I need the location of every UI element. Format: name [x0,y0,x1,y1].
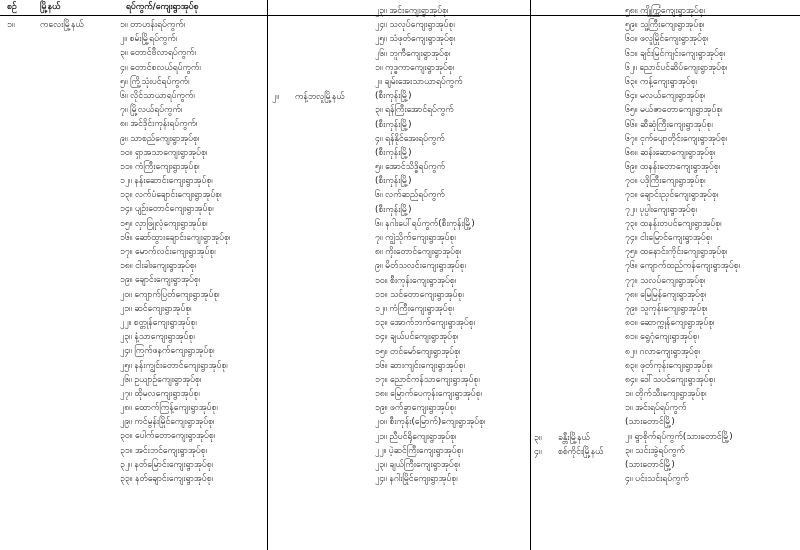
list-item: ၂၂။ ပဲ့ဆင်ကြီးကျေးရွာအုပ်စု၊ [375,445,463,456]
list-item: ၂၅။ နန်းကျွင်းတောင်ကျေးရွာအုပ်စု၊ [120,360,228,371]
list-item: ၂၆။ ဘူကီကျေးရွာအုပ်စု၊ [375,48,451,59]
list-item: ၈၂။ ဂလာကျေးရွာအုပ်စု၊ [625,346,701,357]
list-item: ၆၀။ ဖလူမြိုင်ကျေးရွာအုပ်စု၊ [625,34,709,45]
list-item: ၇၇။ သလပ်ကျေးရွာအုပ်စု၊ [625,275,706,286]
list-item: ၂၁။ ညီပင်ရိုကျေးရွာအုပ်စု၊ [375,431,457,442]
list-item: ၁၃။ အောက်ဘက်ကျေးရွာအုပ်စု၊ [375,318,475,329]
list-item: ၂။ စမ်းမြို့ရပ်ကွက်၊ [120,34,178,45]
list-item: ၁၉။ ဖက်ခွာကျေးရွာအုပ်စု၊ [375,403,456,414]
ward-list-column-1 [120,18,230,486]
list-item: ၁၁။ သင်တောကျေးရွာအုပ်စု၊ [375,289,464,300]
ward-list-column-2 [375,4,485,486]
list-item: ၁၇။ ညောင်ကန်သာကျေးရွာအုပ်စု၊ [375,374,480,385]
list-item: ၇၉။ သူကုန်းကျေးရွာအုပ်စု၊ [625,303,708,314]
list-item: ၈။ ကိုးတောင်ကျေးရွာအုပ်စု၊ [375,247,462,258]
header-ward-village: ရပ်ကွက်/ကျေးရွာအုပ်စု [126,2,199,12]
list-item: ၈၃။ ဖုတ်ကုန်းကျေးရွာအုပ်စု၊ [625,360,713,371]
list-item: ၃။ သင်းအွဲရပ်ကွက် [625,445,685,456]
group-township: ကလေးမြို့နယ် [40,20,84,30]
list-item: ၇။ မြို့လယ်ရပ်ကွက်၊ [120,105,183,116]
list-item: ၆၉။ ထနန်းတောကျေးရွာအုပ်စု၊ [625,162,721,173]
list-item: ၄။ ပင်းသင်းရပ်ကွက် [625,474,689,485]
list-item: ၂၃။ နံ့သာကျေးရွာအုပ်စု၊ [120,332,195,343]
list-item: ၈။ အင်ဒိုင်းကုန်းရပ်ကွက်၊ [120,119,198,130]
list-item: ၆။ နဂါးပေါ်ရပ်ကွက်(စီးကုန်းမြို့) [375,218,475,229]
list-item: ၆၁။ ချင်းမြင်ကျင်းကျေးရွာအုပ်စု၊ [625,48,726,59]
list-item: (သားတောင်မြို့) [625,460,675,470]
list-item: (စီးကုန်းမြို့) [375,91,412,102]
list-item: ၁၅။ လှာဖြူလုံကျေးရွာအုပ်စု၊ [120,218,208,229]
list-item: ၂၄။ ကြက်ဖနက်ကျေးရွာအုပ်စု၊ [120,346,215,357]
list-item: ၁။ တာဟန်းရပ်ကွက်၊ [120,20,186,30]
group-township: စစ်ကိုင်းမြို့နယ် [558,447,604,457]
list-item: ၂၃။ ချယ်ကြီးကျေးရွာအုပ်စု၊ [375,460,461,470]
list-item: ၁၅။ တင်မော်ကျေးရွာအုပ်စု၊ [375,346,461,357]
list-item: ၂၂။ စတ္တုန်ကျေးရွာအုပ်စု၊ [120,317,197,328]
list-item: ၆၂။ ညောင်ပင်ဆိပ်ကျေးရွာအုပ်စု၊ [625,62,728,73]
list-item: ၆၇။ ငုက်ပျောတိုင်းကျေးရွာအုပ်စု၊ [625,133,728,144]
list-item: ၁၁။ ကံကြီးကျေးရွာအုပ်စု၊ [120,161,200,172]
group-township: ကန့်ဘလူမြို့နယ် [295,92,345,102]
list-item: ၇၁။ ချောင်းညှင်ကျေးရွာအုပ်စု၊ [625,190,719,201]
list-item: ၇၈။ မြေမြန်ကျေးရွာအုပ်စု၊ [625,289,707,300]
group-number: ၃။ [534,433,542,443]
list-item: (သားတောင်မြို့) [625,417,675,428]
column-divider-2 [530,0,531,550]
list-item: ၁။ အင်းရပ်ရပ်ကွက် [625,403,687,414]
list-item: ၁၃။ လက်ပံချောင်းကျေးရွာအုပ်စု၊ [120,190,222,201]
list-item: ၇၄။ ငါးမြောင်ကျေးရွာအုပ်စု၊ [625,233,712,243]
list-item: ၁၇။ မောက်လင်းကျေးရွာအုပ်စု၊ [120,247,216,257]
list-item: ၅။ အောင်သိဒ္ဓိရပ်ကွက် [375,162,446,173]
list-item: ၂၇။ ထိုမလကျေးရွာအုပ်စု၊ [120,388,200,399]
list-item: ၇၂။ ပုပ္ပါးကျေးရွာအုပ်စု၊ [625,204,697,215]
list-item: ၂၈။ ထောက်ကြန့်ကျေးရွာအုပ်စု၊ [120,403,218,414]
list-item: ၆၄။ မလယ်ကျေးရွာအုပ်စု၊ [625,91,706,102]
column-divider-1 [267,0,268,550]
list-item: ၂၀။ စီးကုန်း(မြောက်)ကျေးရွာအုပ်စု၊ [375,417,486,428]
list-item: ၇။ ကျွဲသိုက်ကျေးရွာအုပ်စု၊ [375,233,456,243]
list-item: ၅၈။ ကျိုက္ကြံကျေးရွာအုပ်စု၊ [625,6,706,16]
group-number: ၄။ [534,447,542,457]
list-item: ၇၆။ ကျောက်ထည်ကန်ကျေးရွာအုပ်စု၊ [625,261,740,272]
list-item: ၂၄။ သလုပ်ကျေးရွာအုပ်စု၊ [375,20,455,31]
list-item: ၁၆။ ဆားကျင်းကျေးရွာအုပ်စု၊ [375,360,465,371]
header-serial: စဉ် [7,2,17,12]
list-item: ၂။ ရွာစိုက်ရပ်ကွက်(သားတောင်မြို့) [625,431,733,442]
list-item: (စီးကုန်းမြို့) [375,204,412,215]
list-item: ၆၆။ ဆီဆုံကြီးကျေးရွာအုပ်စု၊ [625,119,713,130]
list-item: ၈၀။ ဆောက္ကုန်ကျေးရွာအုပ်စု၊ [625,318,715,329]
list-item: ၁၂။ ကံကြီးကျေးရွာအုပ်စု၊ [375,303,454,314]
list-item: ၂၉။ ကင်မွန်းမြိုင်ကျေးရွာအုပ်စု၊ [120,417,215,428]
list-item: ၃၃။ နတ်ချောင်းကျေးရွာအုပ်စု၊ [120,474,213,484]
group-number: ၁။ [7,20,15,30]
list-item: ၇၀။ ပဒိုကြီးကျေးရွာအုပ်စု၊ [625,176,706,187]
list-item: ၁။ ကုဒ္ဓကာကျေးရွာအုပ်စု၊ [375,62,455,73]
list-item: ၆။ လိုင်သာယာရပ်ကွက်၊ [120,90,195,101]
list-item: ၂၀။ ကျောက်ပြတ်ကျေးရွာအုပ်စု၊ [120,289,220,300]
list-item: ၇၅။ ထနောင်းကိုင်းကျေးရွာအုပ်စု၊ [625,247,728,258]
list-item: ၅၉။ သူ့ကြီးကျေးရွာအုပ်စု၊ [625,20,705,31]
group-number: ၂။ [272,92,279,102]
list-item: ၄။ ရန်နိုင်အေးရပ်ကွက် [375,133,445,144]
list-item: ၂၁။ ဆင်ကျေးရွာအုပ်စု၊ [120,303,192,314]
list-item: ၈၄။ ဒေါ်သပင်ကျေးရွာအုပ်စု၊ [625,374,715,385]
ward-list-column-3 [625,4,740,486]
list-item: ၁၈။ ငါးခါးကျေးရွာအုပ်စု၊ [120,261,197,272]
list-item: ၂၃။ အင်းကျေးရွာအုပ်စု၊ [375,6,449,16]
list-item: ၃။ တောင်ဗီလာရပ်ကွက်၊ [120,48,197,59]
list-item: ၁၉။ ချောင်းကျေးရွာအုပ်စု၊ [120,275,201,286]
list-item: ၉။ သာစည်ကျေးရွာအုပ်စု၊ [120,133,200,144]
list-item: ၁။ တိုက်သီးကျေးရွာအုပ်စု၊ [625,389,707,400]
list-item: ၈၁။ ရွေဂုံကျေးရွာအုပ်စု၊ [625,332,699,343]
list-item: (စီးကုန်းမြို့) [375,147,412,158]
list-item: ၆။ လက်ဆည်ရပ်ကွက် [375,190,445,201]
list-item: ၁၀။ စီးကုန်းကျေးရွာအုပ်စု၊ [375,275,457,286]
list-item: ၆၅။ မယ်ဇာတောကျေးရွာအုပ်စု၊ [625,105,723,116]
list-item: ၅။ ကြို့သုံးပင်ရပ်ကွက်၊ [120,76,190,87]
list-item: ၄။ တောင်စလယ်ရပ်ကွက်၊ [120,62,201,73]
header-township: မြို့နယ် [40,2,61,12]
list-item: ၇၃။ ထနန်းတပင်ကျေးရွာအုပ်စု၊ [625,218,722,229]
list-item: ၉။ မိတ်သလင်းကျေးရွာအုပ်စု၊ [375,261,466,272]
list-item: ၂၄။ နဂါးမြိုင်ကျေးရွာအုပ်စု၊ [375,474,458,485]
group-township: ခန္တီးမြို့နယ် [558,433,590,443]
list-item: ၆၈။ ဆန်းဆောကျေးရွာအုပ်စု၊ [625,147,716,158]
list-item: ၃၁။ အင်းဘင်ကျေးရွာအုပ်စု၊ [120,445,207,456]
list-item: ၁၆။ ဆော်ထွားချောင်းကျေးရွာအုပ်စု၊ [120,232,231,243]
list-item: ၁၀။ ရှာအသာကျေးရွာအုပ်စု၊ [120,147,208,158]
list-item: ၃၂။ နတ်မြောင်းကျေးရွာအုပ်စု၊ [120,459,213,470]
list-item: ၃။ ရန်ကြီးအောင်ရပ်ကွက် [375,105,454,116]
list-item: ၂။ ချမ်းအေးသာယာရပ်ကွက် [375,76,463,87]
list-item: ၁၂။ နန်းဆောင်းကျေးရွာအုပ်စု၊ [120,176,213,187]
list-item: ၆၃။ ကန့်ကျေးရွာအုပ်စု၊ [625,76,697,87]
list-item: ၁၄။ ချယ်ပင်ကျေးရွာအုပ်စု၊ [375,332,459,343]
list-item: ၁၄။ ပျဉ်းတောင်ကျေးရွာအုပ်စု၊ [120,204,214,215]
list-item: ၁၈။ မြောက်ပေကုန်းကျေးရွာအုပ်စု၊ [375,389,482,400]
list-item: ၂၅။ သံဖုတ်ကျေးရွာအုပ်စု၊ [375,34,456,45]
list-item: (စီးကုန်းမြို့) [375,119,412,130]
list-item: ၂၆။ ဥယျာဉ်ကျေးရွာအုပ်စု၊ [120,374,202,385]
list-item: (စီးကုန်းမြို့) [375,176,412,187]
list-item: ၃၀။ ပေါက်တောကျေးရွာအုပ်စု၊ [120,431,216,442]
